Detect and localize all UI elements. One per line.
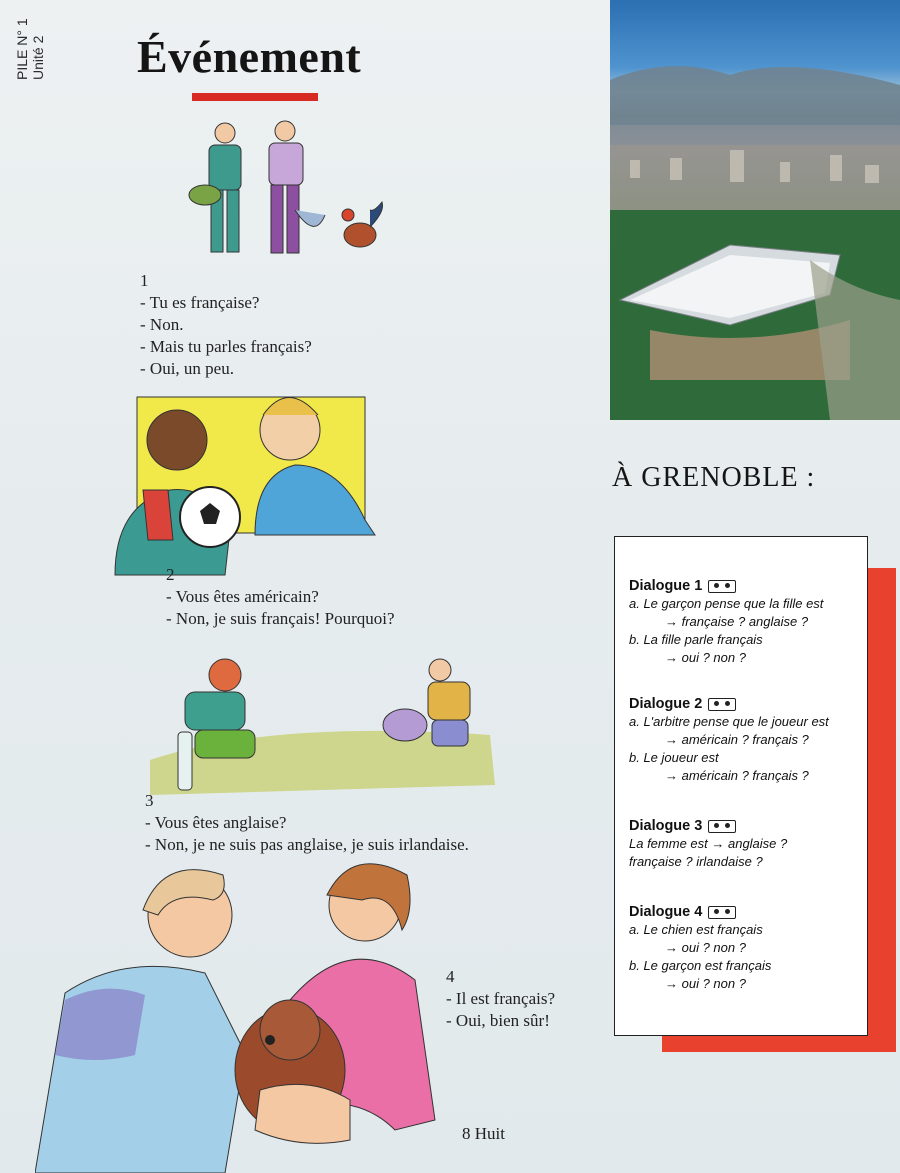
unit-tab [14, 16, 66, 80]
dialogue-2-questions [629, 695, 829, 785]
illustration-teens-walking [185, 115, 395, 270]
dialogue-1-questions [629, 577, 823, 667]
illustration-field-picnic [150, 650, 500, 798]
cassette-icon [708, 698, 736, 711]
dialogue-line: - Non, je suis français! Pourquoi? [166, 609, 395, 628]
dialogue-number: 2 [166, 565, 175, 584]
question-a: a. Le garçon pense que la fille est [629, 596, 824, 611]
cassette-icon [708, 906, 736, 919]
dialogue-1-title: Dialogue 1 [629, 578, 703, 594]
question-a: a. L'arbitre pense que le joueur est [629, 714, 829, 729]
answer-options: → française ? anglaise ? [665, 614, 809, 629]
page-title: Événement [137, 31, 362, 82]
title-underline [192, 93, 318, 101]
question-b: b. Le joueur est [629, 750, 719, 765]
answer-options: → oui ? non ? [665, 976, 746, 991]
dialogue-line: - Mais tu parles français? [140, 337, 312, 356]
answer-options: → américain ? français ? [665, 732, 809, 747]
illustration-teens-with-dog [35, 850, 460, 1173]
dialogue-line: - Oui, bien sûr! [446, 1011, 550, 1030]
illustration-football-referee [105, 385, 390, 580]
answer-options: → américain ? français ? [665, 768, 809, 783]
dialogue-number: 4 [446, 967, 455, 986]
dialogue-4 [446, 966, 555, 1032]
dialogue-1 [140, 270, 312, 380]
dialogue-number: 3 [145, 791, 154, 810]
dialogue-3 [145, 790, 469, 856]
dialogue-line: - Tu es française? [140, 293, 260, 312]
pile-label: PILE N° 1 [14, 18, 30, 80]
answer-options: → oui ? non ? [665, 650, 746, 665]
cassette-icon [708, 580, 736, 593]
dialogue-number: 1 [140, 271, 149, 290]
question-b: b. La fille parle français [629, 632, 763, 647]
question: La femme est → anglaise ? [629, 836, 788, 851]
dialogue-4-questions [629, 903, 771, 993]
dialogue-3-title: Dialogue 3 [629, 818, 703, 834]
unit-label: Unité 2 [30, 35, 46, 80]
dialogue-line: - Il est français? [446, 989, 556, 1008]
answer-options: → oui ? non ? [665, 940, 746, 955]
answer-options: française ? irlandaise ? [629, 854, 763, 869]
dialogue-3-questions [629, 817, 787, 871]
dialogue-2-title: Dialogue 2 [629, 696, 703, 712]
page-number: 8 Huit [462, 1124, 505, 1143]
dialogue-line: - Oui, un peu. [140, 359, 234, 378]
question-b: b. Le garçon est français [629, 958, 772, 973]
dialogue-line: - Non. [140, 315, 184, 334]
dialogue-line: - Non, je ne suis pas anglaise, je suis irlandaise. [145, 835, 469, 854]
dialogue-line: - Vous êtes américain? [166, 587, 319, 606]
listening-exercise-box [614, 536, 868, 1036]
cassette-icon [708, 820, 736, 833]
grenoble-heading: À GRENOBLE : [612, 462, 816, 493]
dialogue-line: - Vous êtes anglaise? [145, 813, 287, 832]
grenoble-aerial-photo [610, 0, 900, 420]
dialogue-4-title: Dialogue 4 [629, 904, 703, 920]
question-a: a. Le chien est français [629, 922, 763, 937]
dialogue-2 [166, 564, 395, 630]
